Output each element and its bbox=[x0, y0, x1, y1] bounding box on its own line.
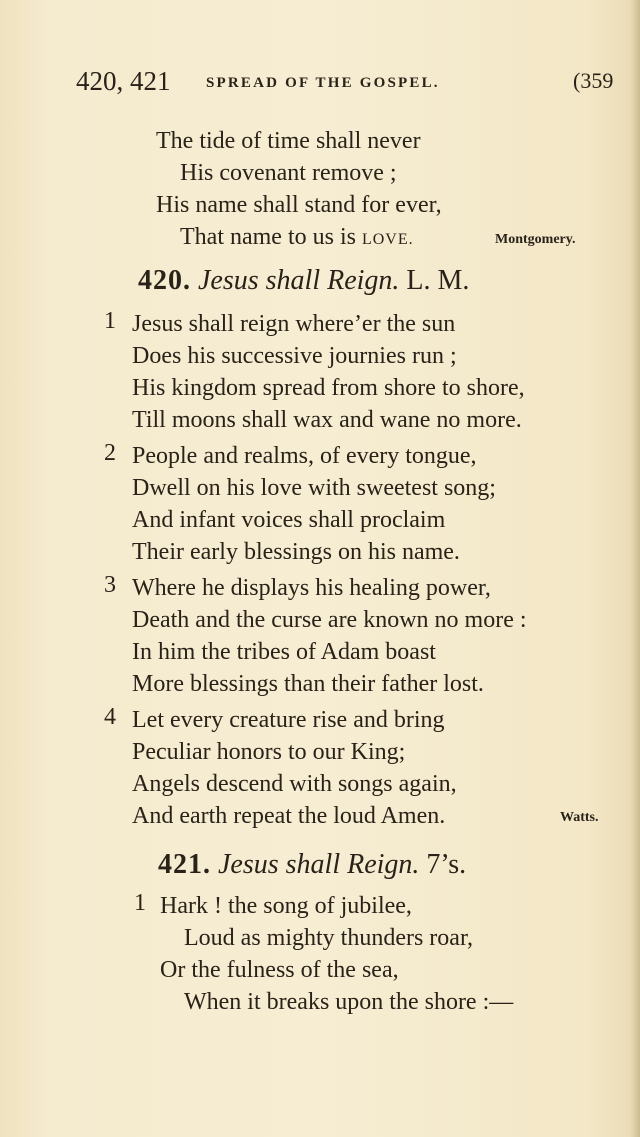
hymn-title: Jesus shall Reign. bbox=[198, 265, 400, 296]
running-header bbox=[76, 66, 616, 106]
hymn-meter: L. M. bbox=[406, 265, 470, 296]
stanza-number: 1 bbox=[104, 308, 116, 334]
stanza-number: 4 bbox=[104, 704, 116, 730]
author-credit-watts: Watts. bbox=[560, 810, 599, 825]
hymn-421-heading bbox=[158, 849, 466, 881]
page-edge-shadow bbox=[630, 0, 640, 1137]
verse-line-last bbox=[180, 221, 414, 256]
verse-line: Does his successive journies run ; bbox=[132, 343, 457, 369]
hymn-number: 420. bbox=[138, 265, 191, 296]
verse-line: Peculiar honors to our King; bbox=[132, 739, 406, 765]
header-hymn-numbers: 420, 421 bbox=[76, 66, 171, 96]
stanza-number: 1 bbox=[134, 890, 146, 916]
hymn-meter: 7’s. bbox=[426, 849, 467, 880]
verse-line: Death and the curse are known no more : bbox=[132, 607, 527, 633]
stanza-number: 3 bbox=[104, 572, 116, 598]
verse-line: Jesus shall reign where’er the sun bbox=[132, 311, 456, 337]
verse-line: Or the fulness of the sea, bbox=[160, 957, 399, 983]
verse-line: Where he displays his healing power, bbox=[132, 575, 491, 601]
verse-line-text: That name to us is bbox=[180, 224, 356, 250]
verse-line: Angels descend with songs again, bbox=[132, 771, 457, 797]
verse-line: His covenant remove ; bbox=[180, 160, 397, 186]
header-page-number: (359 bbox=[573, 68, 614, 93]
verse-line: And infant voices shall proclaim bbox=[132, 507, 446, 533]
verse-line: In him the tribes of Adam boast bbox=[132, 639, 436, 665]
love-small-caps: LOVE. bbox=[361, 231, 414, 248]
hymn-number: 421. bbox=[158, 849, 211, 880]
verse-line: And earth repeat the loud Amen. bbox=[132, 803, 446, 829]
hymn-title: Jesus shall Reign. bbox=[218, 849, 420, 880]
verse-line: More blessings than their father lost. bbox=[132, 671, 484, 697]
verse-line: The tide of time shall never bbox=[156, 128, 421, 154]
verse-line: His kingdom spread from shore to shore, bbox=[132, 375, 525, 401]
stanza-number: 2 bbox=[104, 440, 116, 466]
verse-line: People and realms, of every tongue, bbox=[132, 443, 477, 469]
verse-line: His name shall stand for ever, bbox=[156, 192, 442, 218]
header-section-title: SPREAD OF THE GOSPEL. bbox=[206, 75, 440, 91]
verse-line: When it breaks upon the shore :— bbox=[184, 989, 514, 1015]
verse-line: Their early blessings on his name. bbox=[132, 539, 460, 565]
hymn-420-heading bbox=[138, 265, 469, 297]
author-credit-montgomery: Montgomery. bbox=[495, 232, 576, 247]
verse-line: Let every creature rise and bring bbox=[132, 707, 445, 733]
verse-line: Dwell on his love with sweetest song; bbox=[132, 475, 496, 501]
verse-line: Till moons shall wax and wane no more. bbox=[132, 407, 522, 433]
verse-line: Hark ! the song of jubilee, bbox=[160, 893, 412, 919]
verse-line: Loud as mighty thunders roar, bbox=[184, 925, 473, 951]
